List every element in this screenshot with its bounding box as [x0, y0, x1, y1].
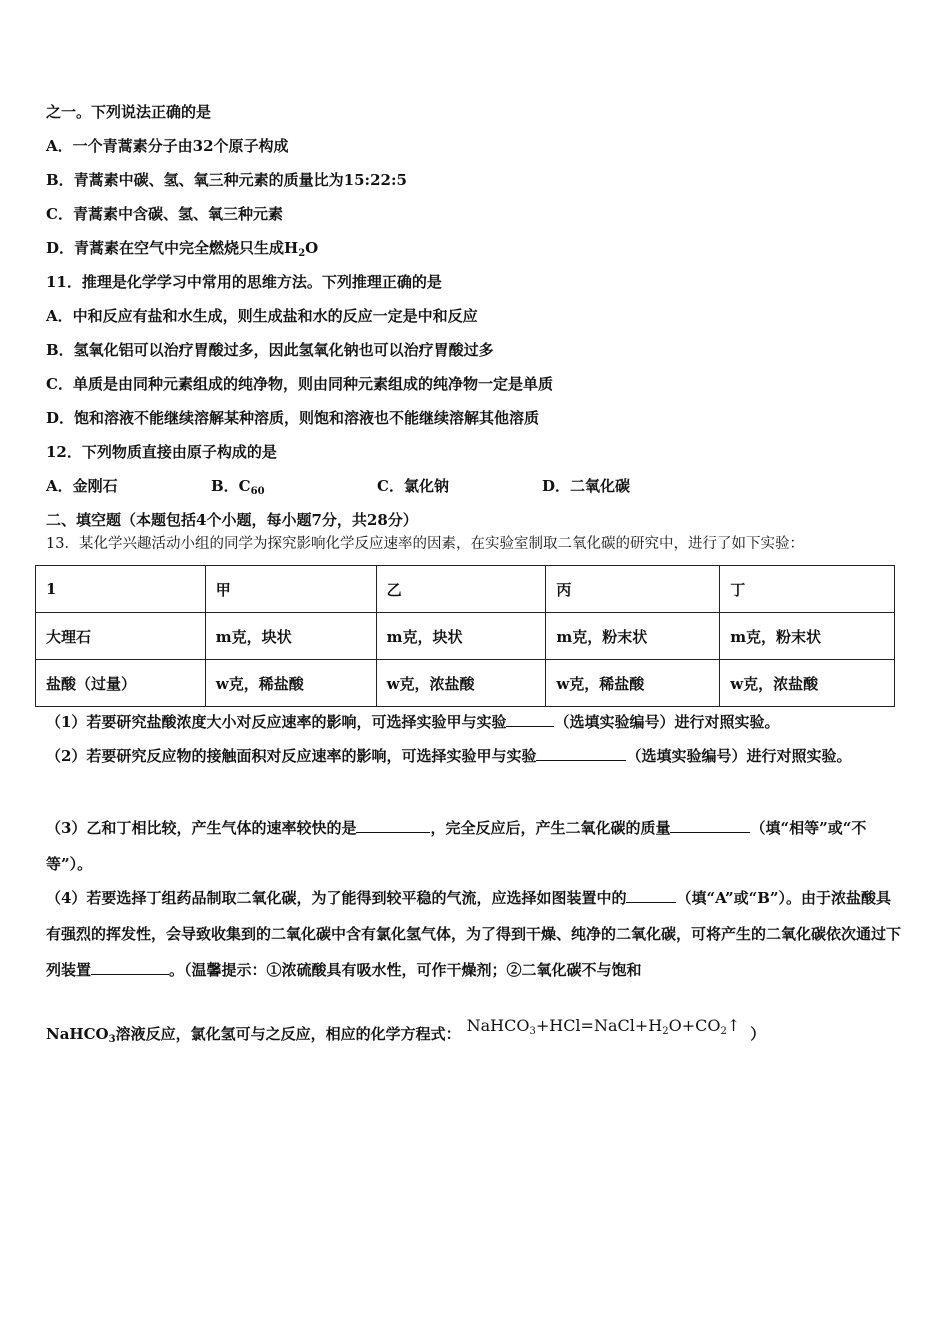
table-cell: m克，粉末状 [546, 613, 720, 660]
table-cell: w克，稀盐酸 [546, 660, 720, 707]
q12-option-b: B．$C_{60}$ [211, 477, 265, 497]
experiment-table [35, 565, 895, 707]
table-cell: w克，浓盐酸 [720, 660, 895, 707]
table-cell: 盐酸（过量） [36, 660, 206, 707]
q10-stem: 之一。下列说法正确的是 [46, 103, 212, 121]
q13-stem: 13．某化学兴趣活动小组的同学为探究影响化学反应速率的因素，在实验室制取二氧化碳的研究中，进行了如下实验： [46, 536, 804, 552]
answer-blank[interactable] [356, 818, 430, 833]
table-cell: 丁 [720, 566, 895, 613]
table-cell: 1 [36, 566, 206, 613]
q13-part-4-end: NaHCO$_3$溶液反应，氯化氢可与之反应，相应的化学方程式： $NaHCO_3+HCl=NaCl+H_2O+CO_2↑$ ） [46, 1016, 766, 1045]
q13-part-3: （3）乙和丁相比较，产生气体的速率较快的是 ，完全反应后，产生二氧化碳的质量 （填“相等”或“不等”）。 [46, 819, 867, 873]
q13-part-1: （1）若要研究盐酸浓度大小对反应速率的影响，可选择实验甲与实验 （选填实验编号）进行对照实验。 [46, 713, 780, 731]
answer-blank[interactable] [91, 960, 169, 975]
table-cell: m克，粉末状 [720, 613, 895, 660]
answer-blank[interactable] [506, 712, 554, 727]
q12-option-d: D．二氧化碳 [542, 477, 631, 495]
table-cell: w克，浓盐酸 [376, 660, 546, 707]
answer-blank[interactable] [536, 746, 626, 761]
table-header-row [36, 566, 895, 613]
q10-option-c: C．青蒿素中含碳、氢、氧三种元素 [46, 205, 283, 223]
table-cell: m克，块状 [376, 613, 546, 660]
q11-stem: 11．推理是化学学习中常用的思维方法。下列推理正确的是 [46, 273, 442, 291]
answer-blank[interactable] [626, 888, 676, 903]
chemical-equation: $NaHCO_3+HCl=NaCl+H_2O+CO_2↑$ [466, 1016, 741, 1037]
table-row [36, 660, 895, 707]
q12-option-c: C．氯化钠 [377, 477, 449, 495]
section-heading: 二、填空题（本题包括4个小题，每小题7分，共28分） [46, 511, 418, 529]
q10-option-d: D．青蒿素在空气中完全燃烧只生成$H_2O$ [46, 239, 319, 259]
table-cell: 丙 [546, 566, 720, 613]
q10-option-a: A．一个青蒿素分子由32个原子构成 [46, 137, 289, 155]
q10-option-b: B．青蒿素中碳、氢、氧三种元素的质量比为15:22:5 [46, 171, 407, 189]
q12-option-a: A．金刚石 [46, 477, 118, 495]
q13-part-2: （2）若要研究反应物的接触面积对反应速率的影响，可选择实验甲与实验 （选填实验编号）进行对照实验。 [46, 747, 852, 765]
q11-option-a: A．中和反应有盐和水生成，则生成盐和水的反应一定是中和反应 [46, 307, 478, 325]
answer-blank[interactable] [670, 818, 750, 833]
table-row [36, 613, 895, 660]
table-cell: m克，块状 [205, 613, 376, 660]
q13-part-4: （4）若要选择丁组药品制取二氧化碳，为了能得到较平稳的气流，应选择如图装置中的 （填“A”或“B”）。由于浓盐酸具有强烈的挥发性，会导致收集到的二氧化碳中含有氯化氢气体，为了得到干燥、纯净的二氧化碳，可将产生的二氧化碳依次通过下列装置 。（温馨提示：①浓硫酸具有吸水性，可作干燥剂；②二氧化碳不与饱和 [46, 889, 902, 979]
table-cell: 乙 [376, 566, 546, 613]
q11-option-d: D．饱和溶液不能继续溶解某种溶质，则饱和溶液也不能继续溶解其他溶质 [46, 409, 540, 427]
table-cell: 甲 [205, 566, 376, 613]
table-cell: 大理石 [36, 613, 206, 660]
q11-option-c: C．单质是由同种元素组成的纯净物，则由同种元素组成的纯净物一定是单质 [46, 375, 553, 393]
table-cell: w克，稀盐酸 [205, 660, 376, 707]
q11-option-b: B．氢氧化铝可以治疗胃酸过多，因此氢氧化钠也可以治疗胃酸过多 [46, 341, 494, 359]
q12-stem: 12．下列物质直接由原子构成的是 [46, 443, 277, 461]
